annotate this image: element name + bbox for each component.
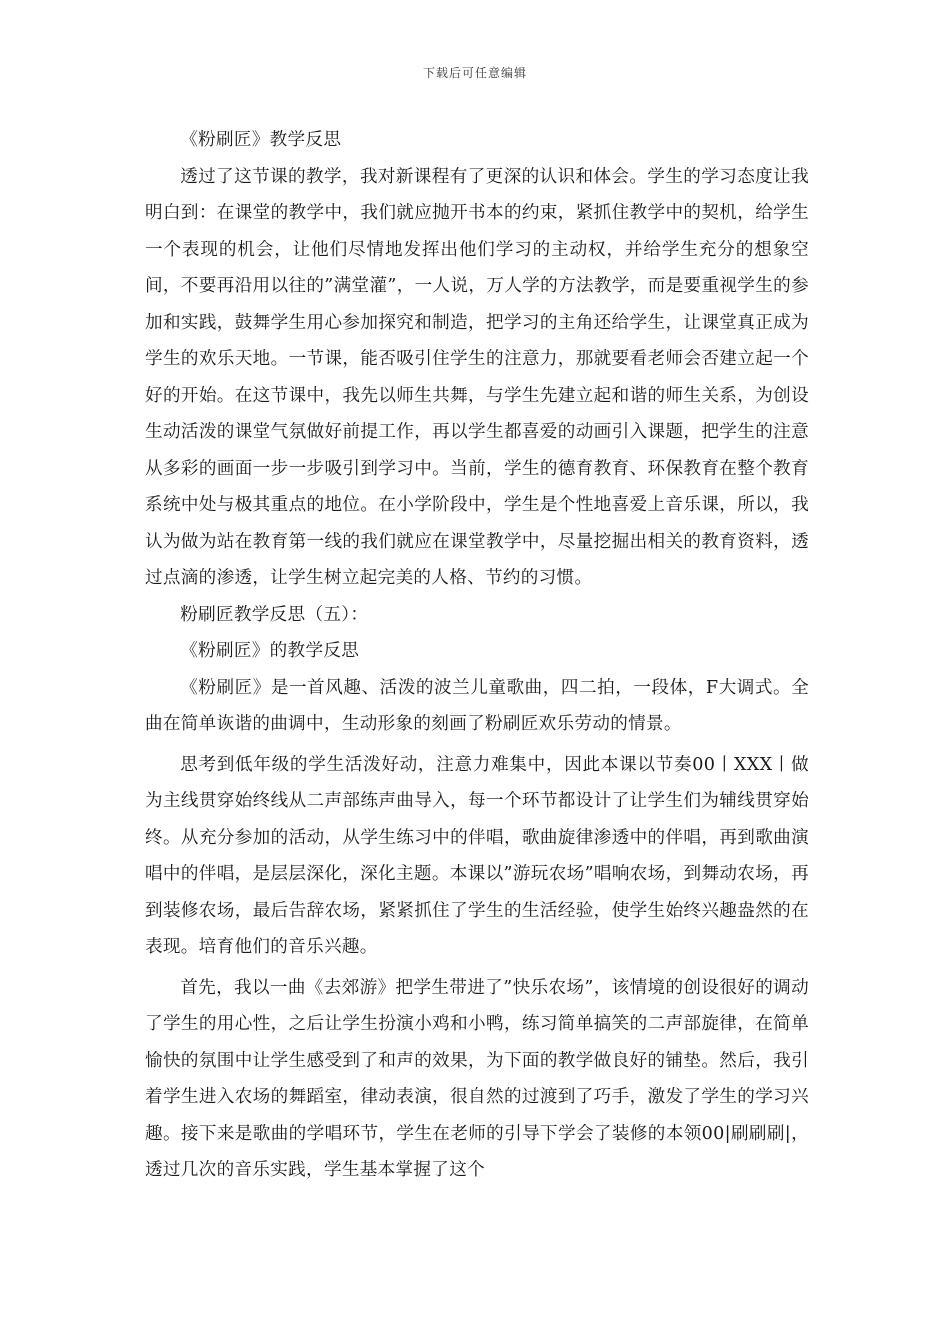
document-body [145,122,809,1189]
paragraph: 透过了这节课的教学，我对新课程有了更深的认识和体会。学生的学习态度让我明白到：在课堂的教学中，我们就应抛开书本的约束，紧抓住教学中的契机，给学生一个表现的机会，让他们尽情地发挥出他们学习的主动权，并给学生充分的想象空间，不要再沿用以往的”满堂灌”，一人说，万人学的方法教学，而是要重视学生的参加和实践，鼓舞学生用心参加探究和制造，把学习的主角还给学生，让课堂真正成为学生的欢乐天地。一节课，能否吸引住学生的注意力，那就要看老师会否建立起一个好的开始。在这节课中，我先以师生共舞，与学生先建立起和谐的师生关系，为创设生动活泼的课堂气氛做好前提工作，再以学生都喜爱的动画引入课题，把学生的注意从多彩的画面一步一步吸引到学习中。当前，学生的德育教育、环保教育在整个教育系统中处与极其重点的地位。在小学阶段中，学生是个性地喜爱上音乐课，所以，我认为做为站在教育第一线的我们就应在课堂教学中，尽量挖掘出相关的教育资料，透过点滴的渗透，让学生树立起完美的人格、节约的习惯。 [145,166,809,588]
document-title: 《粉刷匠》教学反思 [180,130,342,150]
section-subtitle: 《粉刷匠》的教学反思 [180,641,360,661]
page-header: 下载后可任意编辑 [422,66,527,80]
paragraph: 《粉刷匠》是一首风趣、活泼的波兰儿童歌曲，四二拍，一段体，F大调式。全曲在简单诙谐的曲调中，生动形象的刻画了粉刷匠欢乐劳动的情景。 [145,677,809,734]
paragraph: 思考到低年级的学生活泼好动，注意力难集中，因此本课以节奏00丨XXX丨做为主线贯穿始终线从二声部练声曲导入，每一个环节都设计了让学生们为辅线贯穿始终。从充分参加的活动，从学生练习中的伴唱，歌曲旋律渗透中的伴唱，再到歌曲演唱中的伴唱，是层层深化，深化主题。本课以”游玩农场”唱响农场，到舞动农场，再到装修农场，最后告辞农场，紧紧抓住了学生的生活经验，使学生始终兴趣盎然的在表现。培育他们的音乐兴趣。 [145,754,809,957]
section-heading: 粉刷匠教学反思（五）： [180,604,369,625]
paragraph: 首先，我以一曲《去郊游》把学生带进了”快乐农场”，该情境的创设很好的调动了学生的用心性，之后让学生扮演小鸡和小鸭，练习简单搞笑的二声部旋律，在简单愉快的氛围中让学生感受到了和声的效果，为下面的教学做良好的铺垫。然后，我引着学生进入农场的舞蹈室，律动表演，很自然的过渡到了巧手，激发了学生的学习兴趣。接下来是歌曲的学唱环节，学生在老师的引导下学会了装修的本领00|刷刷刷|，透过几次的音乐实践，学生基本掌握了这个 [145,977,809,1180]
